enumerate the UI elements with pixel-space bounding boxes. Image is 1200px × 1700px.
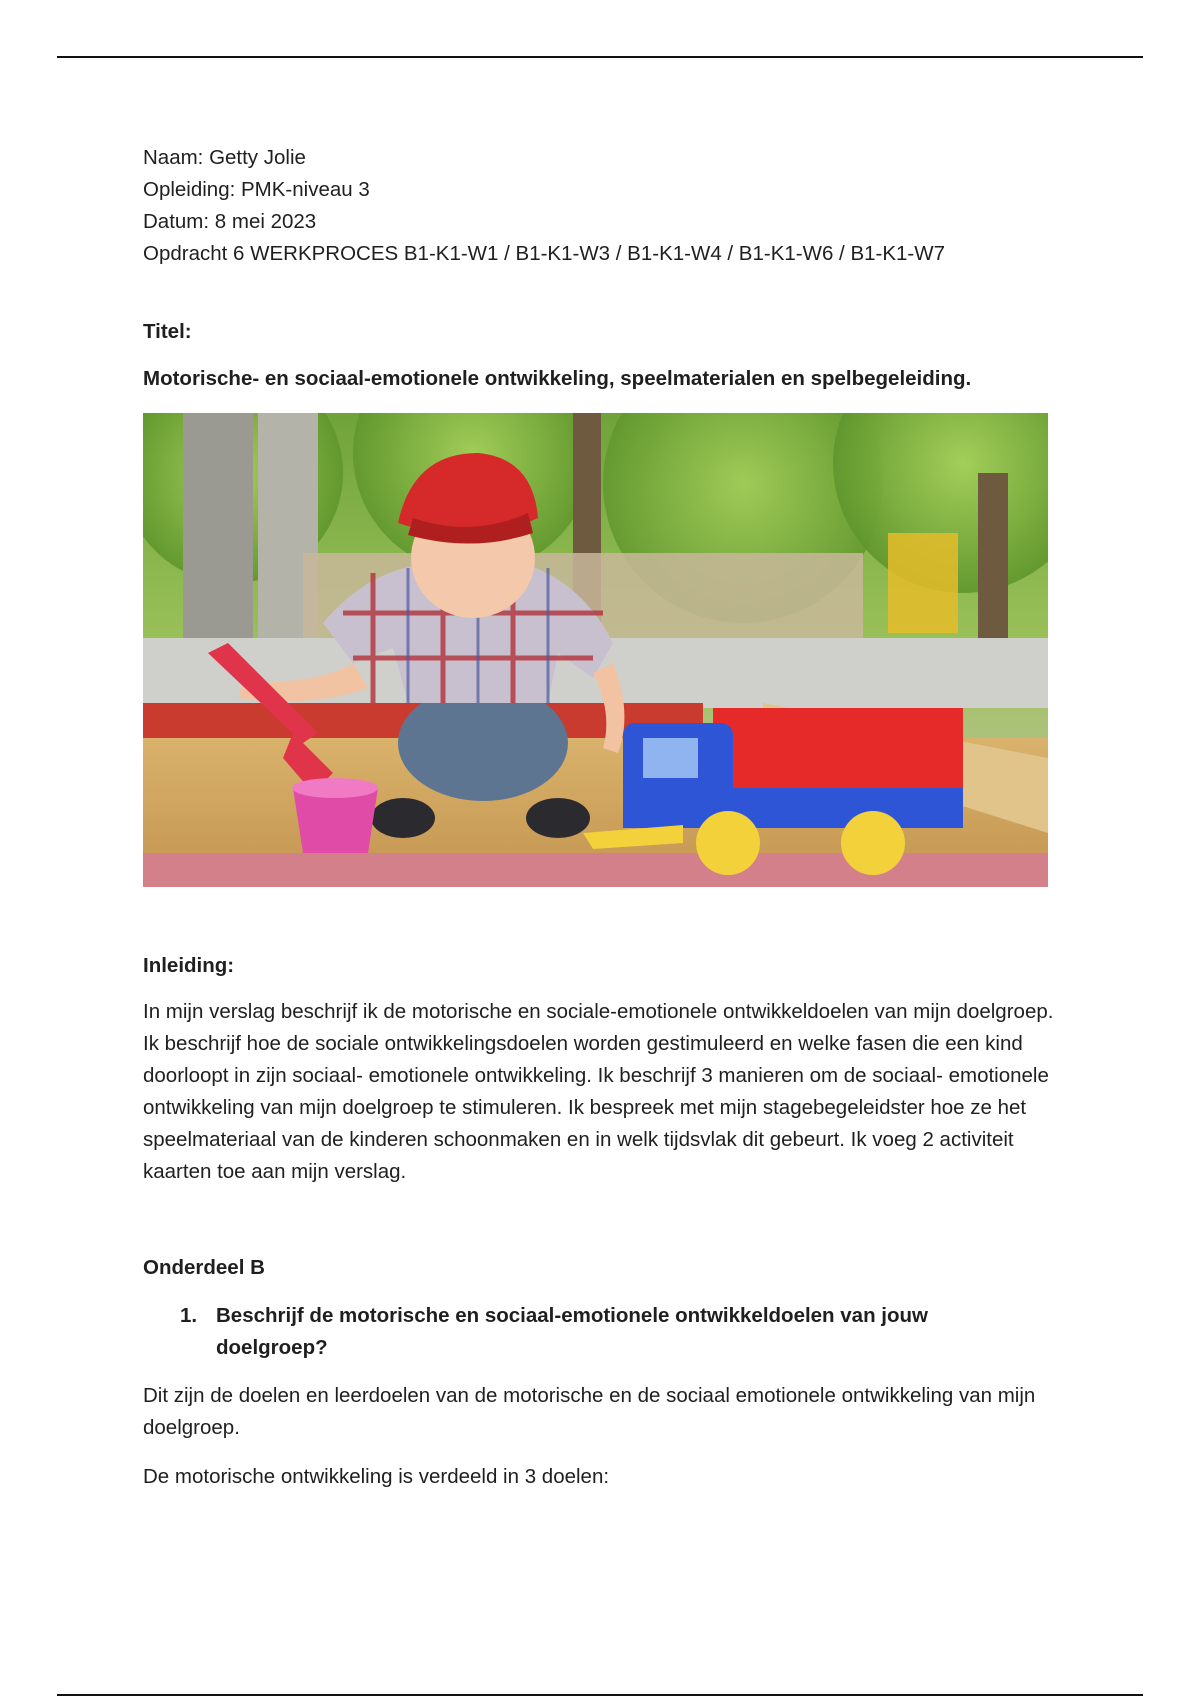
document-title: Motorische- en sociaal-emotionele ontwikkeling, speelmaterialen en spelbegeleiding. bbox=[143, 367, 972, 390]
answer-paragraph-1: Dit zijn de doelen en leerdoelen van de motorische en de sociaal emotionele ontwikkeling van mijn doelgroep. bbox=[143, 1384, 1036, 1439]
section-b-heading: Onderdeel B bbox=[143, 1256, 265, 1279]
introduction-heading: Inleiding: bbox=[143, 954, 235, 977]
top-rule bbox=[57, 56, 1143, 58]
introduction-body: In mijn verslag beschrijf ik de motorische en sociale-emotionele ontwikkeldoelen van mijn doelgroep. Ik beschrijf hoe de sociale ontwikkelingsdoelen worden gestimuleerd en welke fasen die een kind doorloopt in zijn sociaal- emotionele ontwikkeling. Ik beschrijf 3 manieren om de sociaal- emotionele ontwikkeling van mijn doelgroep te stimuleren. Ik bespreek met mijn stagebegeleidster hoe ze het speelmateriaal van de kinderen schoonmaken en in welk tijdsvlak dit gebeurt. Ik voeg 2 activiteit kaarten toe aan mijn verslag. bbox=[143, 1000, 1054, 1183]
bottom-rule bbox=[57, 1694, 1143, 1696]
assignment-line: Opdracht 6 WERKPROCES B1-K1-W1 / B1-K1-W3 / B1-K1-W4 / B1-K1-W6 / B1-K1-W7 bbox=[143, 242, 945, 265]
header-block bbox=[143, 142, 1063, 270]
child-playing-in-sandbox-photo bbox=[143, 413, 1048, 887]
name-line: Naam: Getty Jolie bbox=[143, 146, 306, 169]
question-number: 1. bbox=[180, 1304, 198, 1327]
question-text: Beschrijf de motorische en sociaal-emotionele ontwikkeldoelen van jouw doelgroep? bbox=[216, 1304, 928, 1359]
answer-paragraph-2: De motorische ontwikkeling is verdeeld in 3 doelen: bbox=[143, 1465, 610, 1488]
date-line: Datum: 8 mei 2023 bbox=[143, 210, 317, 233]
title-label: Titel: bbox=[143, 320, 192, 343]
education-line: Opleiding: PMK-niveau 3 bbox=[143, 178, 370, 201]
